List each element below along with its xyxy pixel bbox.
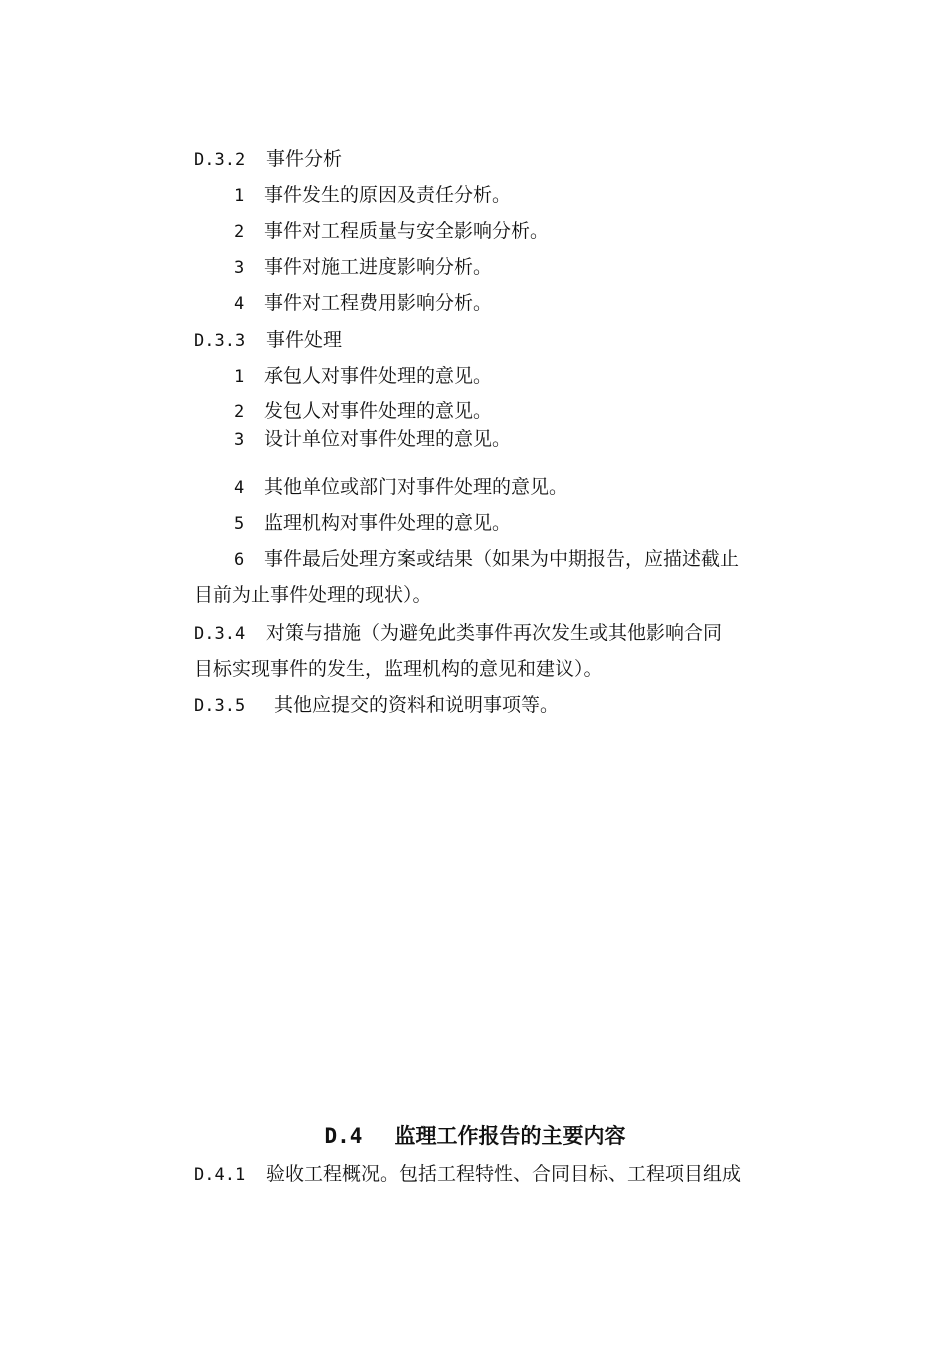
item-number: 3 bbox=[234, 258, 245, 278]
item-text: 事件最后处理方案或结果（如果为中期报告，应描述截止 bbox=[264, 548, 740, 570]
section-number: D.3.2 bbox=[194, 150, 246, 170]
item-number: 4 bbox=[234, 294, 245, 314]
section-d34 bbox=[194, 620, 722, 647]
chapter-title: 监理工作报告的主要内容 bbox=[394, 1124, 626, 1148]
item-number: 2 bbox=[234, 402, 245, 422]
section-d41 bbox=[194, 1161, 741, 1188]
section-title: 事件分析 bbox=[266, 148, 343, 170]
item-number: 1 bbox=[234, 186, 245, 206]
list-item bbox=[234, 546, 739, 573]
item-number: 2 bbox=[234, 222, 245, 242]
section-number: D.4.1 bbox=[194, 1165, 246, 1185]
list-item bbox=[234, 398, 492, 425]
section-text: 对策与措施（为避免此类事件再次发生或其他影响合同 bbox=[266, 622, 723, 644]
chapter-number: D.4 bbox=[324, 1124, 363, 1148]
list-item bbox=[234, 218, 549, 245]
item-text: 发包人对事件处理的意见。 bbox=[264, 400, 493, 422]
section-d32-heading bbox=[194, 146, 342, 173]
item-text: 事件对施工进度影响分析。 bbox=[264, 256, 493, 278]
list-item-continuation: 目前为止事件处理的现状）。 bbox=[194, 584, 432, 606]
item-number: 4 bbox=[234, 478, 245, 498]
item-text: 监理机构对事件处理的意见。 bbox=[264, 512, 512, 534]
list-item bbox=[234, 363, 492, 390]
item-text: 设计单位对事件处理的意见。 bbox=[264, 428, 512, 450]
section-number: D.3.5 bbox=[194, 696, 246, 716]
item-number: 5 bbox=[234, 514, 245, 534]
item-text: 其他单位或部门对事件处理的意见。 bbox=[264, 476, 569, 498]
item-number: 3 bbox=[234, 430, 245, 450]
item-text: 事件对工程费用影响分析。 bbox=[264, 292, 493, 314]
section-d33-heading bbox=[194, 327, 342, 354]
section-text: 验收工程概况。包括工程特性、合同目标、工程项目组成 bbox=[266, 1163, 742, 1185]
list-item bbox=[234, 426, 511, 453]
section-number: D.3.3 bbox=[194, 331, 246, 351]
item-text: 事件发生的原因及责任分析。 bbox=[264, 184, 512, 206]
list-item bbox=[234, 182, 511, 209]
item-text: 承包人对事件处理的意见。 bbox=[264, 365, 493, 387]
section-title: 事件处理 bbox=[266, 329, 343, 351]
section-text: 其他应提交的资料和说明事项等。 bbox=[274, 694, 560, 716]
item-number: 1 bbox=[234, 367, 245, 387]
list-item bbox=[234, 254, 492, 281]
chapter-heading-d4 bbox=[0, 1121, 950, 1151]
section-d35 bbox=[194, 692, 559, 719]
item-number: 6 bbox=[234, 550, 245, 570]
list-item bbox=[234, 474, 568, 501]
section-number: D.3.4 bbox=[194, 624, 246, 644]
list-item bbox=[234, 510, 511, 537]
list-item bbox=[234, 290, 492, 317]
section-continuation: 目标实现事件的发生，监理机构的意见和建议）。 bbox=[194, 658, 603, 680]
item-text: 事件对工程质量与安全影响分析。 bbox=[264, 220, 550, 242]
